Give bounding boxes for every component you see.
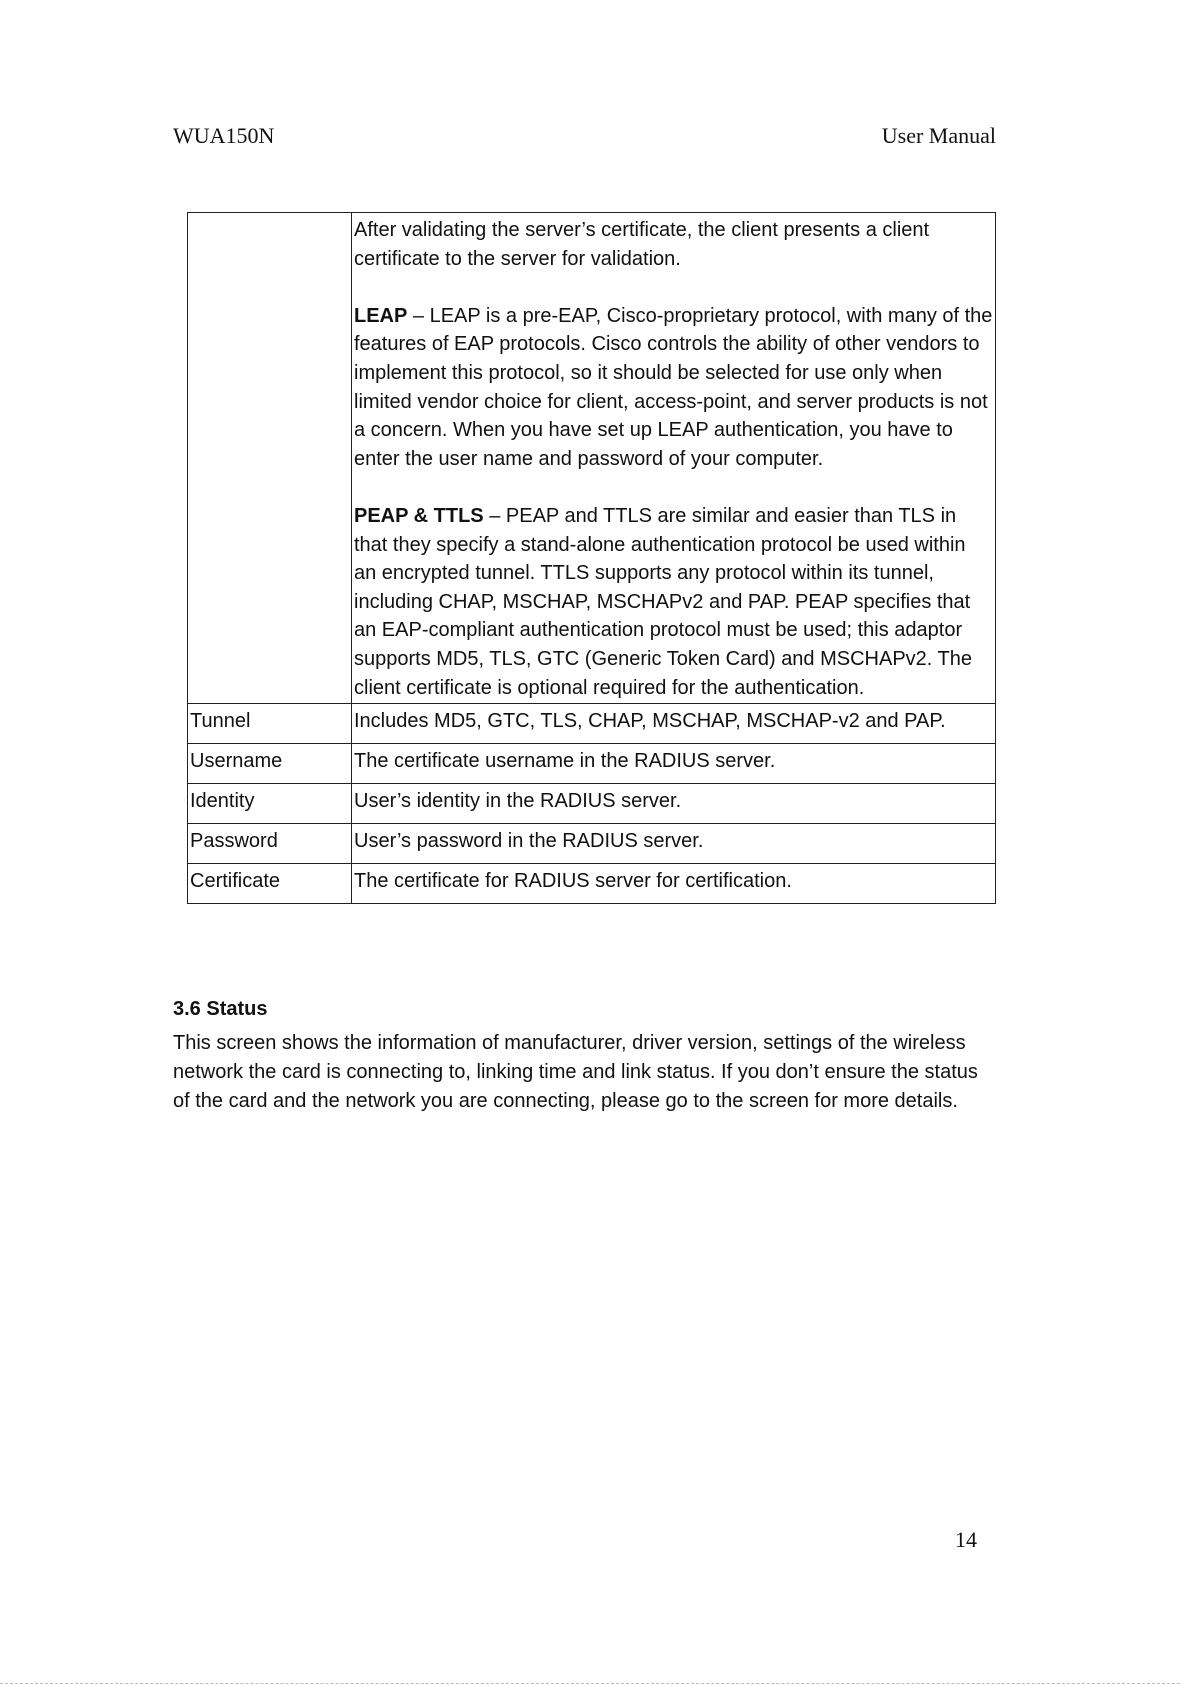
leap-paragraph (354, 302, 993, 474)
table-cell-description: The certificate username in the RADIUS server. (352, 744, 996, 784)
header-model: WUA150N (173, 123, 275, 148)
table-row (188, 213, 996, 704)
validation-paragraph: After validating the server’s certificate, the client presents a client certificate to the server for validation. (354, 219, 930, 270)
page-bottom-divider (0, 1683, 1180, 1684)
table-row (188, 744, 996, 784)
table-cell-label: Tunnel (188, 704, 352, 744)
table-row (188, 824, 996, 864)
peap-ttls-paragraph (354, 502, 993, 702)
table-cell-label: Certificate (188, 864, 352, 904)
table-row (188, 784, 996, 824)
table-cell-description (352, 213, 996, 704)
header-doc-type: User Manual (881, 123, 996, 148)
leap-term: LEAP (354, 304, 408, 327)
leap-text: – LEAP is a pre-EAP, Cisco-proprietary protocol, with many of the features of EAP protocols. Cisco controls the ability of other vendors to implement this protocol, so it should be selected for use only when limited vendor choice for client, access-point, and server products is not a concern. When you have set up LEAP authentication, you have to enter the user name and password of your computer. (354, 304, 993, 470)
table-cell-description: The certificate for RADIUS server for certification. (352, 864, 996, 904)
table-cell-description: User’s identity in the RADIUS server. (352, 784, 996, 824)
table-row (188, 864, 996, 904)
table-cell-label: Identity (188, 784, 352, 824)
peap-ttls-term: PEAP & TTLS (354, 504, 484, 527)
page-number: 14 (955, 1527, 977, 1552)
table-cell-label-empty (188, 213, 352, 704)
parameter-table (187, 212, 996, 904)
section-heading: 3.6 Status (173, 998, 268, 1020)
peap-ttls-text: – PEAP and TTLS are similar and easier than TLS in that they specify a stand-alone authentication protocol be used within an encrypted tunnel. TTLS supports any protocol within its tunnel, including CHAP, MSCHAP, MSCHAPv2 and PAP. PEAP specifies that an EAP-compliant authentication protocol must be used; this adaptor supports MD5, TLS, GTC (Generic Token Card) and MSCHAPv2. The client certificate is optional required for the authentication. (354, 504, 973, 699)
table-cell-label: Password (188, 824, 352, 864)
table-cell-label: Username (188, 744, 352, 784)
section-body: This screen shows the information of manufacturer, driver version, settings of the wireless network the card is connecting to, linking time and link status. If you don’t ensure the status of the card and the network you are connecting, please go to the screen for more details. (173, 1032, 978, 1112)
table-cell-description: Includes MD5, GTC, TLS, CHAP, MSCHAP, MSCHAP-v2 and PAP. (352, 704, 996, 744)
table-row (188, 704, 996, 744)
table-cell-description: User’s password in the RADIUS server. (352, 824, 996, 864)
status-section (173, 995, 993, 1116)
